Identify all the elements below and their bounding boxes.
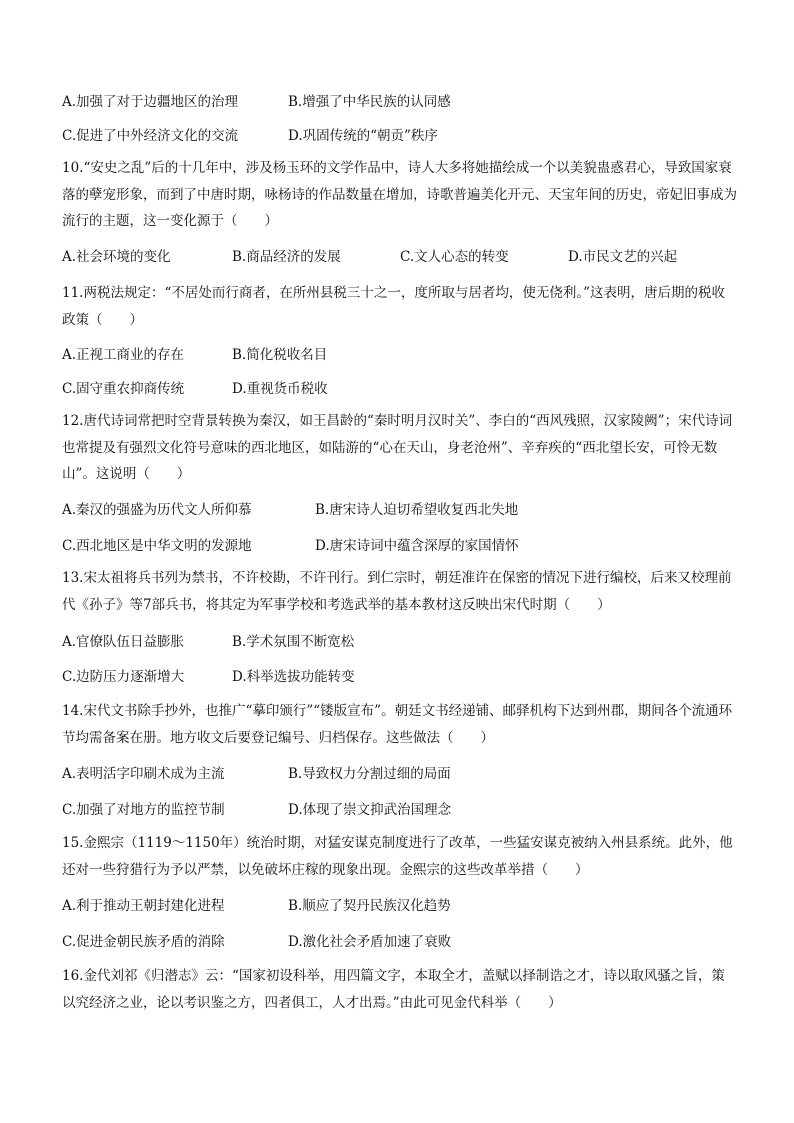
q12-option-c: C.西北地区是中华文明的发源地 [62, 538, 252, 554]
q13-stem: 13.宋太祖将兵书列为禁书，不许校勘，不许刊行。到仁宗时，朝廷准许在保密的情况下进行编校，后来又校理前代《孙子》等7部兵书，将其定为军事学校和考选武举的基本教材这反映出宋代时期（ ） [62, 570, 732, 613]
q10-option-b: B.商品经济的发展 [232, 249, 341, 265]
q15-stem: 15.金熙宗（1119～1150年）统治时期，对猛安谋克制度进行了改革，一些猛安谋克被纳入州县系统。此外，他还对一些狩猎行为予以严禁，以免破坏庄稼的现象出现。金熙宗的这些改革举措（ ） [62, 835, 733, 878]
q9-option-c: C.促进了中外经济文化的交流 [62, 128, 239, 144]
q12-stem: 12.唐代诗词常把时空背景转换为秦汉，如王昌龄的“秦时明月汉时关”、李白的“西风残照，汉家陵阙”；宋代诗词也常提及有强烈文化符号意味的西北地区，如陆游的“心在天山，身老沧州”、辛弃疾的“西北望长安，可怜无数山”。这说明（ ） [62, 413, 733, 482]
q11-option-d: D.重视货币税收 [232, 381, 328, 397]
q11-option-a: A.正视工商业的存在 [62, 347, 185, 363]
q15-option-b: B.顺应了契丹民族汉化趋势 [288, 898, 451, 914]
q15-option-c: C.促进金朝民族矛盾的消除 [62, 934, 225, 950]
q14-stem: 14.宋代文书除手抄外，也推广“摹印颁行”“镂版宣布”。朝廷文书经递铺、邮驿机构下达到州郡，期间各个流通环节均需备案在册。地方收文后要登记编号、归档保存。这些做法（ ） [62, 703, 733, 746]
q14-option-b: B.导致权力分割过细的局面 [288, 766, 451, 782]
q11-option-b: B.简化税收名目 [232, 347, 328, 363]
q13-option-b: B.学术氛围不断宽松 [232, 634, 355, 650]
q16-stem: 16.金代刘祁《归潜志》云：“国家初设科举，用四篇文字，本取全才，盖赋以择制诰之才，诗以取风骚之旨，策以究经济之业，论以考识鉴之方，四者俱工，人才出焉。”由此可见金代科举（ ） [62, 968, 725, 1011]
q13-option-a: A.官僚队伍日益膨胀 [62, 634, 185, 650]
q13-option-d: D.科举选拔功能转变 [232, 669, 355, 685]
q10-option-d: D.市民文艺的兴起 [568, 249, 678, 265]
q15-option-a: A.利于推动王朝封建化进程 [62, 898, 225, 914]
q10-stem: 10.“安史之乱”后的十几年中，涉及杨玉环的文学作品中，诗人大多将她描绘成一个以美貌蛊惑君心，导致国家衰落的孽宠形象，而到了中唐时期，咏杨诗的作品数量在增加，诗歌普遍美化开元、天宝年间的历史，帝妃旧事成为流行的主题，这一变化源于（ ） [62, 160, 737, 229]
q13-option-c: C.边防压力逐渐增大 [62, 669, 185, 685]
q15-option-d: D.激化社会矛盾加速了衰败 [288, 934, 452, 950]
q9-option-a: A.加强了对于边疆地区的治理 [62, 94, 239, 110]
q12-option-b: B.唐宋诗人迫切希望收复西北失地 [315, 502, 519, 518]
q11-stem: 11.两税法规定：“不居处而行商者，在所州县税三十之一，度所取与居者均，使无侥利。”这表明，唐后期的税收政策（ ） [62, 285, 726, 328]
q10-option-c: C.文人心态的转变 [400, 249, 509, 265]
q9-option-b: B.增强了中华民族的认同感 [288, 94, 451, 110]
q14-option-c: C.加强了对地方的监控节制 [62, 802, 225, 818]
q10-option-a: A.社会环境的变化 [62, 249, 171, 265]
q14-option-a: A.表明活字印刷术成为主流 [62, 766, 225, 782]
q11-option-c: C.固守重农抑商传统 [62, 381, 185, 397]
q12-option-d: D.唐宋诗词中蕴含深厚的家国情怀 [315, 538, 519, 554]
q12-option-a: A.秦汉的强盛为历代文人所仰慕 [62, 502, 252, 518]
q14-option-d: D.体现了崇文抑武治国理念 [288, 802, 452, 818]
q9-option-d: D.巩固传统的“朝贡”秩序 [288, 128, 438, 144]
